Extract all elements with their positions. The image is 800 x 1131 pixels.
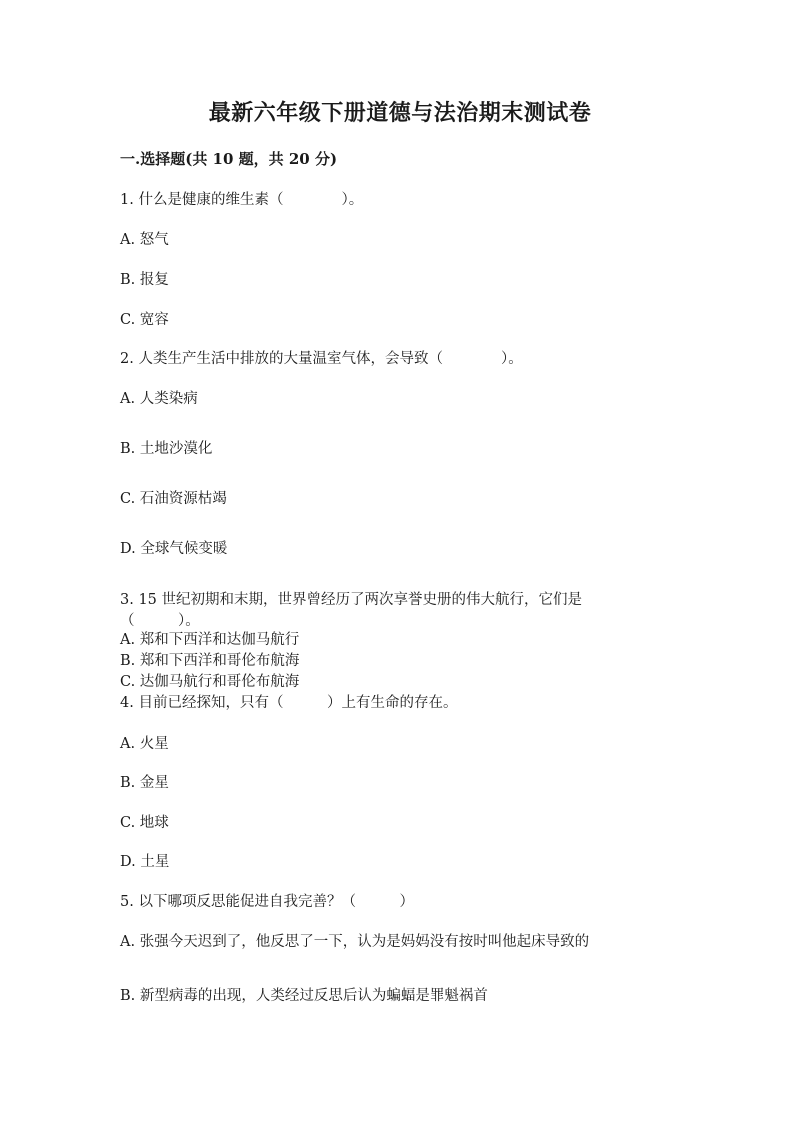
question-2-option-c[interactable]: C. 石油资源枯竭 [120,491,227,507]
question-4-option-d[interactable]: D. 土星 [120,854,170,870]
question-5-option-a[interactable]: A. 张强今天迟到了，他反思了一下，认为是妈妈没有按时叫他起床导致的 [120,934,590,950]
question-5-stem: 5. 以下哪项反思能促进自我完善？（ ） [120,894,414,910]
page-title: 最新六年级下册道德与法治期末测试卷 [208,100,592,126]
question-1-option-b[interactable]: B. 报复 [120,272,169,288]
question-3-stem: 3. 15 世纪初期和末期，世界曾经历了两次享誉史册的伟大航行，它们是 [120,592,583,608]
question-2-stem: 2. 人类生产生活中排放的大量温室气体，会导致（ ）。 [120,351,523,367]
question-1-stem: 1. 什么是健康的维生素（ ）。 [120,192,364,208]
question-2-option-a[interactable]: A. 人类染病 [120,391,198,407]
question-4-stem: 4. 目前已经探知，只有（ ）上有生命的存在。 [120,695,458,711]
question-3-option-b[interactable]: B. 郑和下西洋和哥伦布航海 [120,653,300,669]
question-1-option-a[interactable]: A. 怒气 [120,232,169,248]
question-3-option-c[interactable]: C. 达伽马航行和哥伦布航海 [120,674,300,690]
section-heading: 一.选择题(共 10 题，共 20 分) [120,150,338,168]
question-1-option-c[interactable]: C. 宽容 [120,312,169,328]
question-4-option-b[interactable]: B. 金星 [120,775,169,791]
question-3-stem-continued: （ ）。 [120,613,200,629]
question-4-option-c[interactable]: C. 地球 [120,815,169,831]
question-3-option-a[interactable]: A. 郑和下西洋和达伽马航行 [120,632,300,648]
question-2-option-d[interactable]: D. 全球气候变暖 [120,541,228,557]
question-4-option-a[interactable]: A. 火星 [120,736,169,752]
question-2-option-b[interactable]: B. 土地沙漠化 [120,441,213,457]
question-5-option-b[interactable]: B. 新型病毒的出现，人类经过反思后认为蝙蝠是罪魁祸首 [120,988,488,1004]
